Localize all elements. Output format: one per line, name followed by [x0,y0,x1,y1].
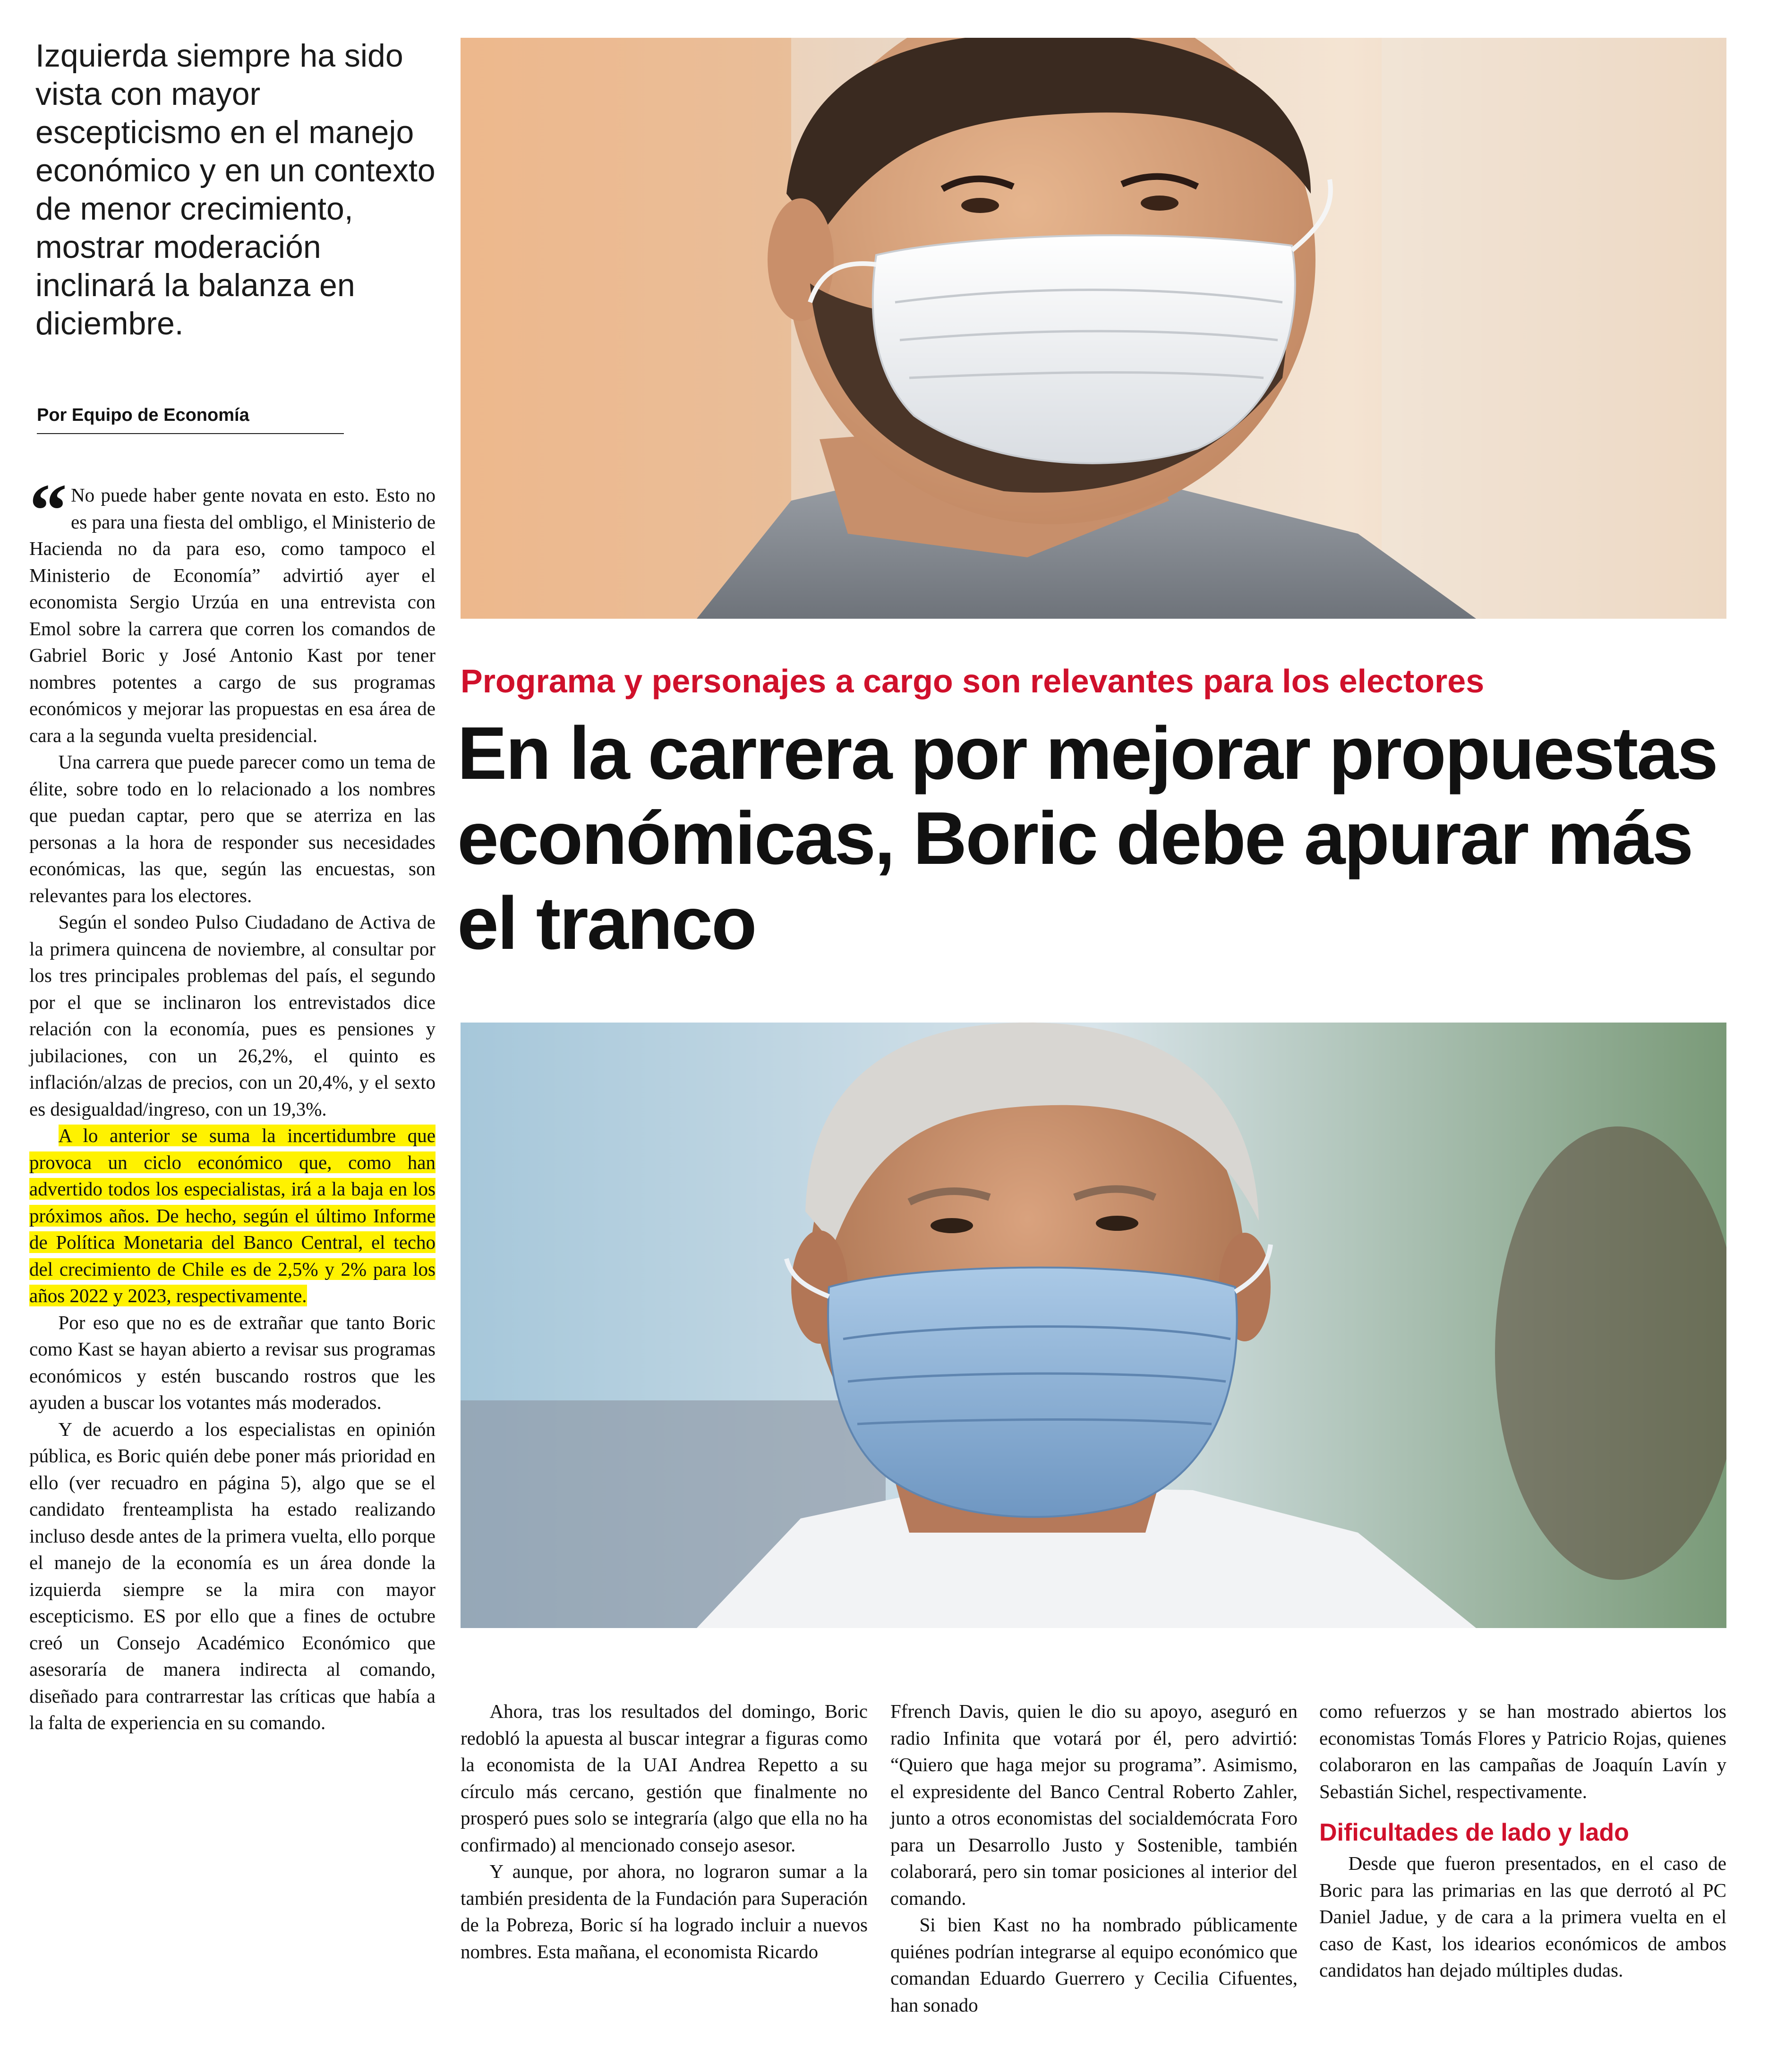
article-column-1 [29,468,436,1736]
subheading: Dificultades de lado y lado [1319,1819,1629,1846]
photo-kast [461,1023,1726,1628]
article-column-4 [1319,1698,1726,1984]
highlighted-paragraph [29,1122,436,1309]
paragraph: No puede haber gente novata en esto. Esto no es para una fiesta del ombligo, el Ministerio de Hacienda no da para eso, como tampoco el Ministerio de Economía” advirtió ayer el economista Sergio Urzúa en una entrevista con Emol sobre la carrera que corren los comandos de Gabriel Boric y José Antonio Kast por tener nombres potentes a cargo de sus programas económicos y mejorar las propuestas en esa área de cara a la segunda vuelta presidencial. [29,484,436,746]
headline: En la carrera por mejorar propuestas económicas, Boric debe apurar más el tranco [457,712,1717,965]
article-column-3 [890,1698,1298,2018]
byline: Por Equipo de Economía [37,405,344,434]
kicker: Programa y personajes a cargo son relevantes para los electores [461,663,1485,699]
paragraph: Ahora, tras los resultados del domingo, Boric redobló la apuesta al buscar integrar a figuras como la economista de la UAI Andrea Repetto a su círculo más cercano, gestión que finalmente no prosperó pues solo se integraría (algo que ella no ha confirmado) al mencionado consejo asesor. [461,1700,868,1856]
paragraph: Una carrera que puede parecer como un tema de élite, sobre todo en lo relacionado a los nombres que puedan captar, pero que se aterriza en las personas a la hora de responder sus necesidades económicas, las que, según las encuestas, son relevantes para los electores. [29,751,436,906]
paragraph: Ffrench Davis, quien le dio su apoyo, aseguró en radio Infinita que votará por él, pero advirtió: “Quiero que haga mejor su programa”. Asimismo, el expresidente del Banco Central Roberto Zahler, junto a otros economistas del socialdemócrata Foro para un Desarrollo Justo y Sostenible, también colaborará, pero sin tomar posiciones al interior del comando. [890,1700,1298,1909]
paragraph: Según el sondeo Pulso Ciudadano de Activa de la primera quincena de noviembre, al consultar por los tres principales problemas del país, el segundo por el que se inclinaron los entrevistados dice relación con la economía, pues es pensiones y jubilaciones, con un 26,2%, el quinto es inflación/alzas de precios, con un 20,4%, y el sexto es desigualdad/ingreso, con un 19,3%. [29,911,436,1120]
paragraph: Y aunque, por ahora, no lograron sumar a la también presidenta de la Fundación para Superación de la Pobreza, Boric sí ha logrado incluir a nuevos nombres. Esta mañana, el economista Ricardo [461,1860,868,1962]
article-column-2 [461,1698,868,1965]
highlighted-text: A lo anterior se suma la incertidumbre que provoca un ciclo económico que, como han advertido todos los especialistas, irá a la baja en los próximos años. De hecho, según el último Informe de Política Monetaria del Banco Central, el techo del crecimiento de Chile es de 2,5% y 2% para los años 2022 y 2023, respectivamente. [29,1125,436,1306]
portrait-man-white-mask-image [461,38,1726,619]
paragraph: Si bien Kast no ha nombrado públicamente quiénes podrían integrarse al equipo económico que comandan Eduardo Guerrero y Cecilia Cifuentes, han sonado [890,1914,1298,2016]
paragraph: Por eso que no es de extrañar que tanto Boric como Kast se hayan abierto a revisar sus programas económicos y estén buscando rostros que les ayuden a buscar los votantes más moderados. [29,1311,436,1413]
paragraph: como refuerzos y se han mostrado abiertos los economistas Tomás Flores y Patricio Rojas, quienes colaboraron en las campañas de Joaquín Lavín y Sebastián Sichel, respectivamente. [1319,1700,1726,1802]
photo-boric [461,38,1726,619]
portrait-man-blue-mask-image [461,1023,1726,1628]
paragraph: Desde que fueron presentados, en el caso de Boric para las primarias en las que derrotó al PC Daniel Jadue, y de cara a la primera vuelta en el caso de Kast, los idearios económicos de ambos candidatos han dejado múltiples dudas. [1319,1852,1726,1981]
lead-summary: Izquierda siempre ha sido vista con mayor escepticismo en el manejo económico y en un contexto de menor crecimiento, mostrar moderación inclinará la balanza en diciembre. [35,38,436,341]
quote-mark: “ [29,468,67,552]
paragraph: Y de acuerdo a los especialistas en opinión pública, es Boric quién debe poner más prioridad en ello (ver recuadro en página 5), algo que se el candidato frenteamplista ha estado realizando incluso desde antes de la primera vuelta, ello porque el manejo de la economía es un área donde la izquierda siempre se la mira con mayor escepticismo. ES por ello que a fines de octubre creó un Consejo Académico Económico que asesoraría de manera indirecta al comando, diseñado para contrarrestar las críticas que había a la falta de experiencia en su comando. [29,1418,436,1733]
